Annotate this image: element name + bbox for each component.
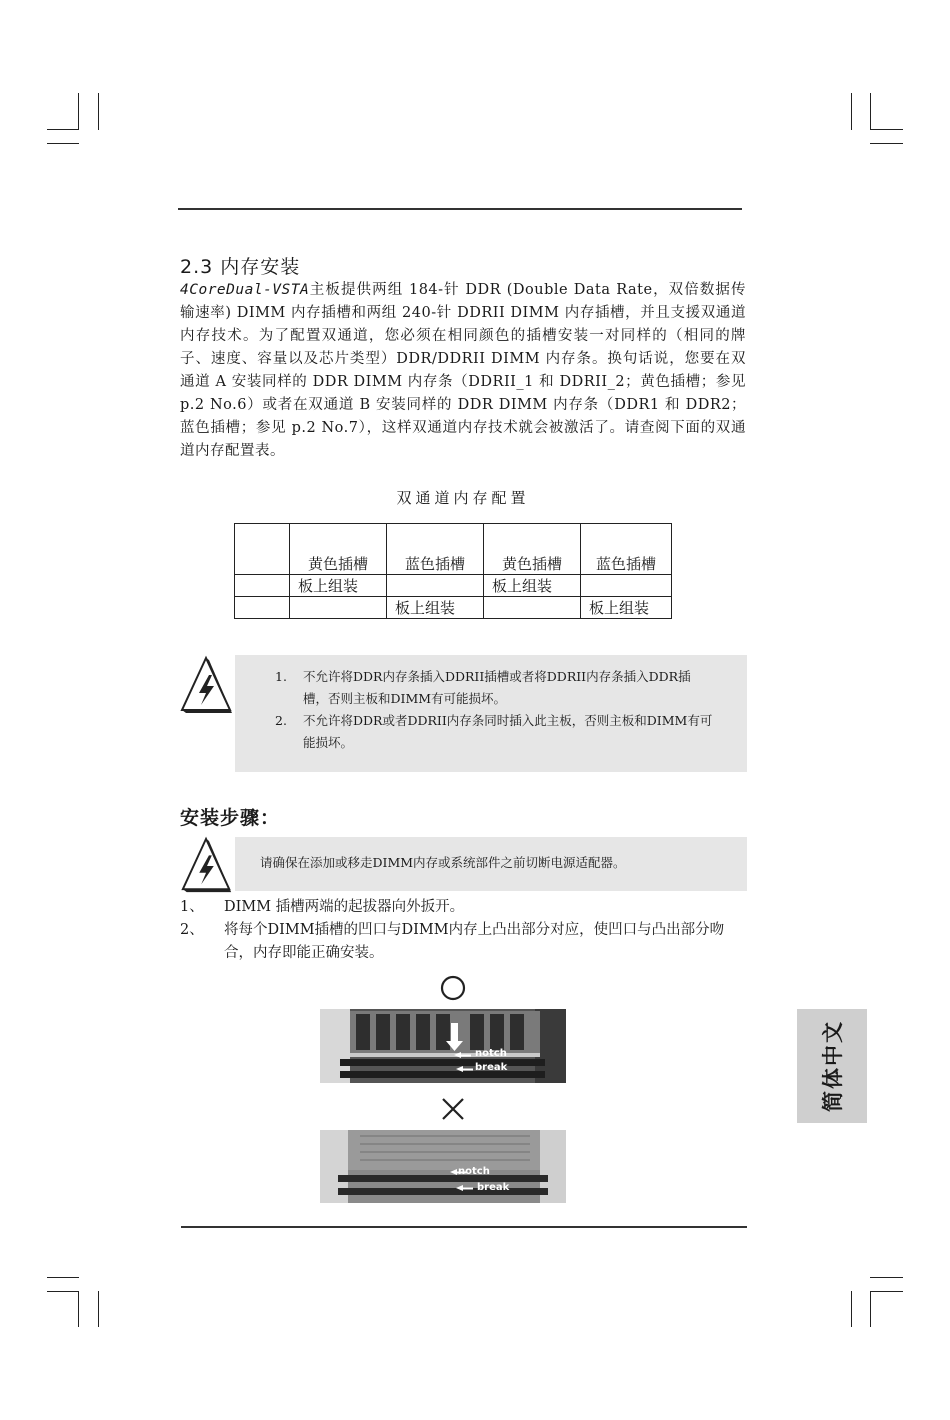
section-heading: 2.3 内存安装 (180, 256, 301, 278)
crop-mark (870, 93, 871, 130)
crop-mark (47, 1291, 79, 1292)
warning-item-number: 1. (275, 669, 287, 684)
install-heading: 安装步骤： (180, 807, 281, 829)
table-header-cell: 黄色插槽 (290, 524, 387, 575)
table-cell (235, 575, 290, 597)
warning-lightning-icon (178, 836, 236, 894)
warning-lightning-icon (178, 655, 236, 715)
crop-mark (98, 1291, 99, 1327)
warning-text: 请确保在添加或移走DIMM内存或系统部件之前切断电源适配器。 (260, 855, 626, 870)
crop-mark (851, 1291, 852, 1327)
warning-item-text: 不允许将DDR内存条插入DDRII插槽或者将DDRII内存条插入DDR插槽，否则主板和DIMM有可能损坏。 (303, 669, 691, 706)
crop-mark (78, 1291, 79, 1327)
table-cell (581, 575, 672, 597)
step-number: 2、 (180, 922, 204, 938)
warning-item-text: 不允许将DDR或者DDRII内存条同时插入此主板，否则主板和DIMM有可能损坏。 (303, 713, 713, 750)
warning-item (275, 710, 715, 754)
circle-icon (440, 975, 466, 1001)
table-cell (387, 575, 484, 597)
notch-label: notch (475, 1048, 507, 1059)
break-label: break (475, 1062, 508, 1073)
table-cell (290, 597, 387, 619)
crop-mark (47, 143, 79, 144)
crop-mark (870, 1277, 903, 1278)
crop-mark (47, 129, 79, 130)
install-steps (180, 896, 746, 965)
header-rule (178, 208, 742, 210)
language-side-tab (797, 1009, 867, 1123)
table-title: 双通道内存配置 (396, 489, 530, 507)
warning-item-number: 2. (275, 713, 287, 728)
table-cell (484, 597, 581, 619)
table-row (235, 575, 672, 597)
crop-mark (47, 1277, 79, 1278)
step-text: DIMM 插槽两端的起拔器向外扳开。 (224, 899, 465, 915)
dimm-correct-photo (320, 1009, 566, 1083)
intro-text: 主板提供两组 184-针 DDR (Double Data Rate，双倍数据传输速率) DIMM 内存插槽和两组 240-针 DDRII DIMM 内存插槽，并且支援双通道内存技术。为了配置双通道，您必须在相同颜色的插槽安装一对同样的（相同的牌子、速度、容量以及芯片类型）DDR/DDRII DIMM 内存条。换句话说，您要在双通道 A 安装同样的 DDR DIMM 内存条（DDRII_1 和 DDRII_2；黄色插槽；参见 p.2 No.6）或者在双通道 B 安装同样的 DDR DIMM 内存条（DDR1 和 DDR2；蓝色插槽；参见 p.2 No.7），这样双通道内存技术就会被激活了。请查阅下面的双通道内存配置表。 (180, 282, 746, 459)
table-row (235, 597, 672, 619)
crop-mark (870, 1291, 903, 1292)
crop-mark (851, 93, 852, 130)
crop-mark (98, 93, 99, 130)
language-side-tab-label: 简体中文 (820, 1020, 845, 1112)
warning-item (275, 666, 715, 710)
crop-mark (870, 143, 903, 144)
footer-rule (181, 1226, 747, 1228)
dual-channel-config-table (234, 523, 672, 619)
crop-mark (78, 93, 79, 130)
table-header-cell: 蓝色插槽 (581, 524, 672, 575)
table-header-cell (235, 524, 290, 575)
notch-label: notch (458, 1166, 490, 1177)
table-cell: 板上组装 (290, 575, 387, 597)
table-cell (235, 597, 290, 619)
crop-mark (870, 129, 903, 130)
table-cell: 板上组装 (484, 575, 581, 597)
crop-mark (870, 1291, 871, 1327)
table-header-cell: 黄色插槽 (484, 524, 581, 575)
dimm-wrong-photo (320, 1130, 566, 1203)
intro-paragraph (180, 279, 746, 463)
list-item (180, 896, 746, 919)
table-header-row (235, 524, 672, 575)
x-icon (440, 1096, 466, 1122)
step-text: 将每个DIMM插槽的凹口与DIMM内存上凸出部分对应，使凹口与凸出部分吻合，内存即能正确安装。 (224, 922, 725, 961)
list-item (180, 919, 746, 965)
model-name: 4CoreDual-VSTA (180, 282, 310, 298)
table-cell: 板上组装 (387, 597, 484, 619)
table-cell: 板上组装 (581, 597, 672, 619)
table-header-cell: 蓝色插槽 (387, 524, 484, 575)
break-label: break (477, 1182, 510, 1193)
step-number: 1、 (180, 899, 204, 915)
